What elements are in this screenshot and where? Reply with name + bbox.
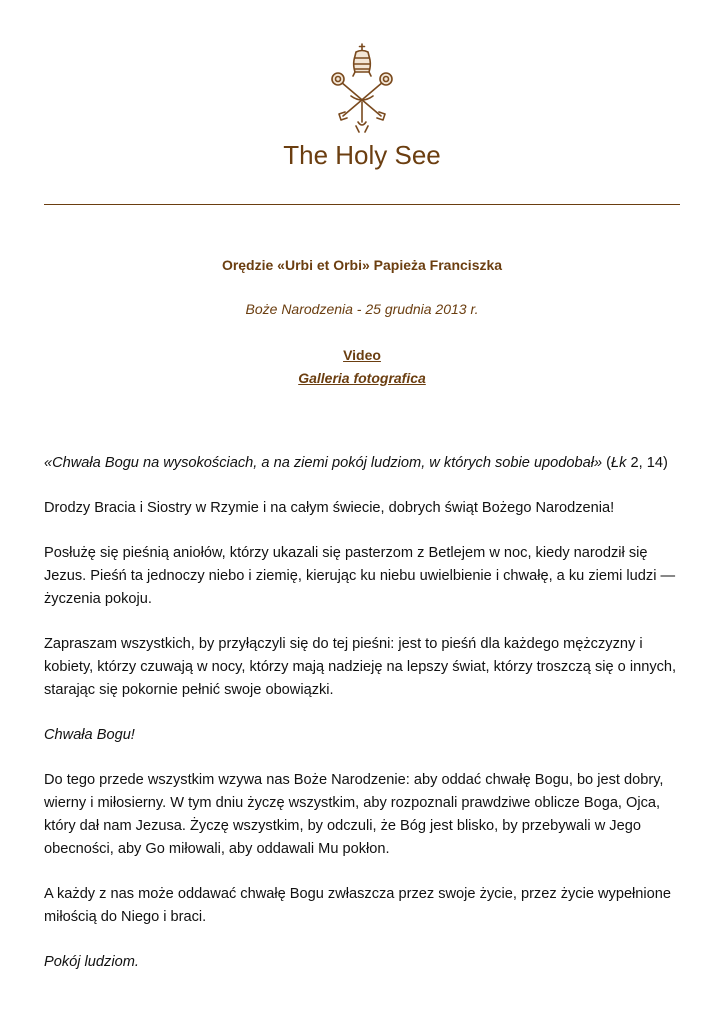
photo-gallery-link[interactable]: Galleria fotografica bbox=[298, 370, 426, 386]
paragraph: Zapraszam wszystkich, by przyłączyli się do tej pieśni: jest to pieśń dla każdego mężczyzny i kobiety, którzy czuwają w nocy, którzy mają nadzieję na lepszy świat, którzy troszczą się o innych, starając się pokornie pełnić swoje obowiązki. bbox=[44, 636, 677, 698]
paragraph-heading: Pokój ludziom. bbox=[44, 954, 139, 970]
video-link[interactable]: Video bbox=[343, 347, 381, 363]
document-header bbox=[0, 256, 724, 390]
quote-ref-book: Łk bbox=[611, 455, 627, 471]
paragraph: A każdy z nas może oddawać chwałę Bogu zwłaszcza przez swoje życie, przez życie wypełnione miłością do Niego i braci. bbox=[44, 886, 672, 925]
message-body bbox=[44, 452, 684, 996]
quote-ref-rest: 2, 14) bbox=[626, 455, 668, 471]
header-divider bbox=[44, 204, 680, 205]
paragraph: Drodzy Bracia i Siostry w Rzymie i na całym świecie, dobrych świąt Bożego Narodzenia! bbox=[44, 500, 615, 516]
paragraph: Do tego przede wszystkim wzywa nas Boże Narodzenie: aby oddać chwałę Bogu, bo jest dobry, wierny i miłosierny. W tym dniu życzę wszystkim, aby rozpoznali prawdziwe oblicze Boga, Ojca, który dał nam Jezusa. Życzę wszystkim, by odczuli, że Bóg jest blisko, by przebywali w Jego obecności, aby Go miłowali, aby oddawali Mu pokłon. bbox=[44, 772, 664, 857]
document-date: Boże Narodzenia - 25 grudnia 2013 r. bbox=[245, 301, 479, 317]
document-title: Orędzie «Urbi et Orbi» Papieża Franciszka bbox=[221, 257, 503, 273]
paragraph: Posłużę się pieśnią aniołów, którzy ukazali się pasterzom z Betlejem w noc, kiedy narodził się Jezus. Pieśń ta jednoczy niebo i ziemię, kierując ku niebu uwielbienie i chwałę, a ku ziemi ludzi — życzenia pokoju. bbox=[44, 545, 676, 607]
media-links bbox=[0, 344, 724, 390]
site-title: The Holy See bbox=[283, 140, 441, 170]
papal-crossed-keys-icon bbox=[323, 42, 401, 134]
paragraph-heading: Chwała Bogu! bbox=[44, 727, 135, 743]
quote-ref-open: ( bbox=[602, 455, 612, 471]
opening-quote bbox=[44, 452, 684, 475]
quote-text: «Chwała Bogu na wysokościach, a na ziemi pokój ludziom, w których sobie upodobał» bbox=[44, 455, 603, 471]
